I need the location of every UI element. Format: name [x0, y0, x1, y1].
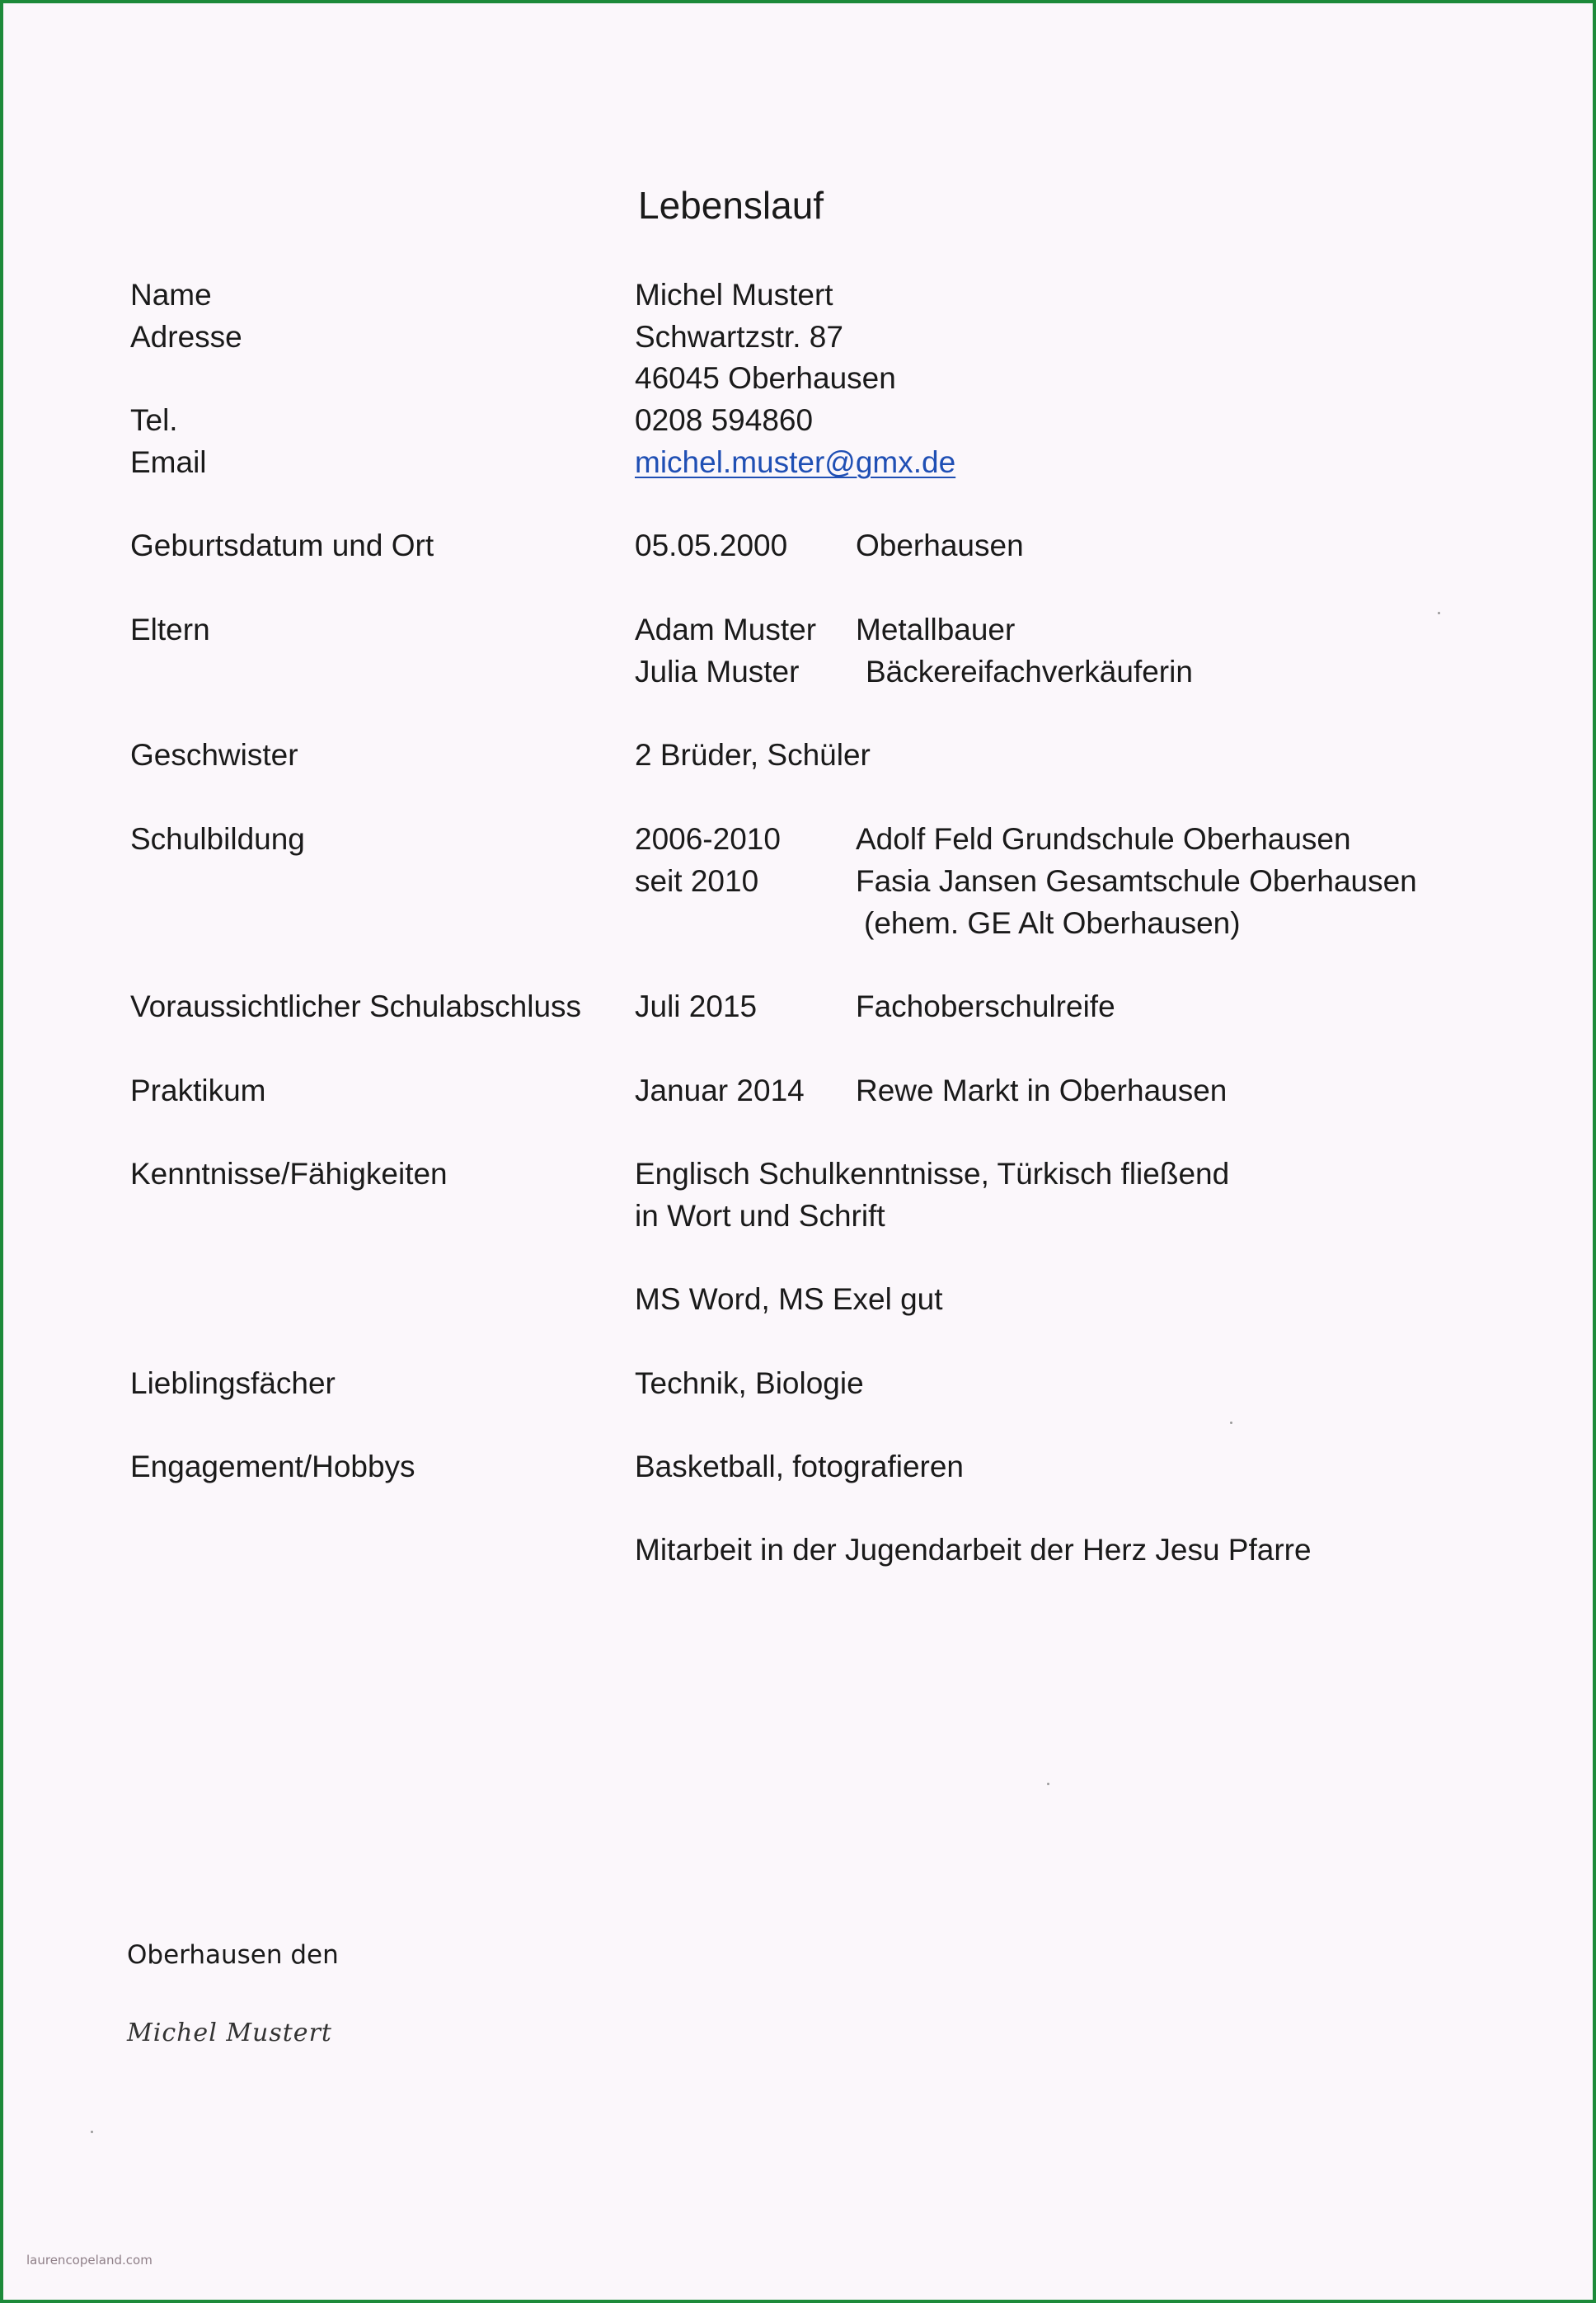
- skills-line-3: MS Word, MS Exel gut: [635, 1282, 943, 1316]
- father-name: Adam Muster: [635, 613, 817, 646]
- graduation-label: Voraussichtlicher Schulabschluss: [130, 989, 582, 1023]
- birth-label: Geburtsdatum und Ort: [130, 529, 434, 562]
- address-city: 46045 Oberhausen: [635, 361, 896, 395]
- school-name-1: Adolf Feld Grundschule Oberhausen: [856, 822, 1351, 856]
- favorites-label: Lieblingsfächer: [130, 1366, 336, 1400]
- scan-speck: [91, 2131, 93, 2133]
- school-label: Schulbildung: [130, 822, 305, 856]
- name-value: Michel Mustert: [635, 278, 833, 312]
- tel-value: 0208 594860: [635, 403, 814, 437]
- mother-job: Bäckereifachverkäuferin: [866, 655, 1193, 689]
- scan-speck: [1047, 1783, 1049, 1785]
- skills-label: Kenntnisse/Fähigkeiten: [130, 1157, 448, 1191]
- scan-speck: [1438, 612, 1440, 614]
- hobbies-line-2: Mitarbeit in der Jugendarbeit der Herz Jesu Pfarre: [635, 1533, 1312, 1567]
- internship-label: Praktikum: [130, 1074, 266, 1107]
- watermark: laurencopeland.com: [26, 2253, 153, 2268]
- address-label: Adresse: [130, 320, 242, 354]
- birth-date: 05.05.2000: [635, 529, 788, 562]
- siblings-value: 2 Brüder, Schüler: [635, 738, 871, 772]
- skills-line-2: in Wort und Schrift: [635, 1199, 885, 1233]
- favorites-value: Technik, Biologie: [635, 1366, 864, 1400]
- school-period-2: seit 2010: [635, 864, 759, 898]
- email-link[interactable]: michel.muster@gmx.de: [635, 445, 956, 479]
- school-note-2: (ehem. GE Alt Oberhausen): [864, 906, 1241, 940]
- hobbies-label: Engagement/Hobbys: [130, 1450, 415, 1483]
- birth-place: Oberhausen: [856, 529, 1024, 562]
- email-label: Email: [130, 445, 207, 479]
- tel-label: Tel.: [130, 403, 178, 437]
- scan-speck: [1230, 1422, 1232, 1424]
- skills-line-1: Englisch Schulkenntnisse, Türkisch fließend: [635, 1157, 1230, 1191]
- siblings-label: Geschwister: [130, 738, 298, 772]
- address-street: Schwartzstr. 87: [635, 320, 843, 354]
- school-period-1: 2006-2010: [635, 822, 781, 856]
- name-label: Name: [130, 278, 212, 312]
- graduation-degree: Fachoberschulreife: [856, 989, 1115, 1023]
- school-name-2: Fasia Jansen Gesamtschule Oberhausen: [856, 864, 1417, 898]
- handwritten-signature: Michel Mustert: [127, 2019, 332, 2047]
- internship-place: Rewe Markt in Oberhausen: [856, 1074, 1228, 1107]
- hobbies-line-1: Basketball, fotografieren: [635, 1450, 965, 1483]
- father-job: Metallbauer: [856, 613, 1016, 646]
- parents-label: Eltern: [130, 613, 210, 646]
- internship-date: Januar 2014: [635, 1074, 805, 1107]
- graduation-date: Juli 2015: [635, 989, 758, 1023]
- page-title: Lebenslauf: [638, 184, 824, 227]
- mother-name: Julia Muster: [635, 655, 800, 689]
- place-date-line: Oberhausen den: [127, 1940, 339, 1970]
